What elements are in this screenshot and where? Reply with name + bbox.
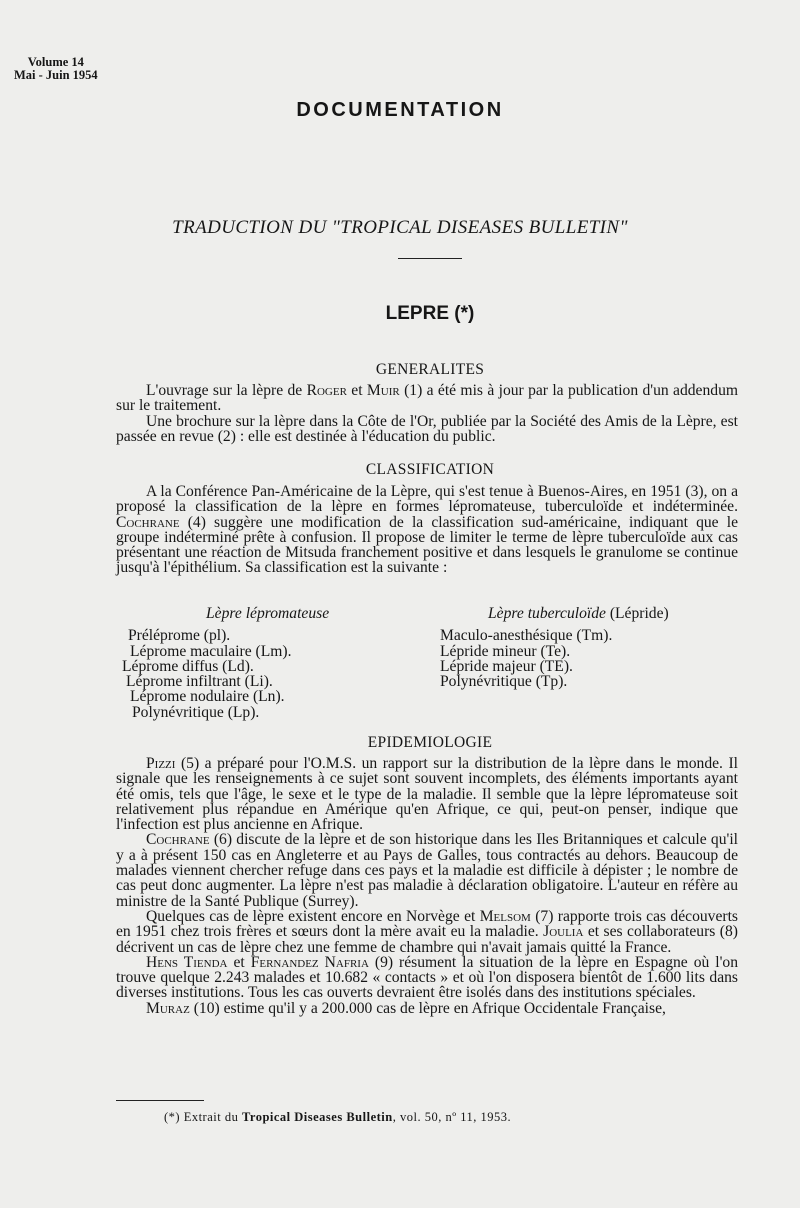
subtitle: TRADUCTION DU "TROPICAL DISEASES BULLETIN" bbox=[172, 217, 628, 238]
author-name: Melsom bbox=[479, 907, 531, 925]
heading-generalites: GENERALITES bbox=[375, 361, 485, 378]
author-name: Roger bbox=[306, 382, 347, 399]
list-item: Polynévritique (Tp). bbox=[440, 673, 568, 691]
author-name: Muir bbox=[366, 382, 400, 399]
list-item: Maculo-anesthésique (Tm). bbox=[440, 627, 613, 645]
section-title: DOCUMENTATION bbox=[296, 99, 504, 121]
journal-name: Tropical Diseases Bulletin bbox=[241, 1110, 393, 1124]
author-name: Joulia bbox=[543, 923, 584, 941]
classification-body bbox=[116, 484, 738, 576]
right-column-heading: Lèpre tuberculoïde (Lépride) bbox=[488, 605, 669, 622]
author-name: Pizzi bbox=[146, 755, 176, 772]
list-item: Léprome nodulaire (Ln). bbox=[130, 688, 285, 706]
list-item: Lépride majeur (TE). bbox=[440, 657, 573, 675]
generalites-paragraph-2: Une brochure sur la lèpre dans la Côte de l'Or, publiée par la Société des Amis de la Lèpre, est passée en revue (2) : elle est destinée à l'éducation du public. bbox=[116, 412, 738, 445]
title-rule bbox=[398, 258, 462, 259]
author-name: Hens Tienda bbox=[146, 953, 228, 971]
epidemiologie-paragraph-3: Quelques cas de lèpre existent encore en Norvège et Melsom (7) rapporte trois cas découverts en 1951 chez trois frères et sœurs dont la mère avait eu la maladie. Joulia et ses collaborateurs (8) décrivent un cas de lèpre chez une femme de chambre qui n'avait jamais quitté la France. bbox=[116, 907, 738, 956]
list-item: Lépride mineur (Te). bbox=[440, 642, 571, 660]
list-item: Léprome maculaire (Lm). bbox=[130, 642, 292, 660]
list-item: Léprome diffus (Ld). bbox=[122, 657, 254, 675]
heading-epidemiologie: EPIDEMIOLOGIE bbox=[367, 734, 493, 751]
author-name: Cochrane bbox=[116, 513, 180, 531]
generalites-paragraph-1: L'ouvrage sur la lèpre de Roger et Muir (1) a été mis à jour par la publication d'un addendum sur le traitement. bbox=[116, 382, 738, 415]
classification-left-column bbox=[120, 606, 329, 720]
epidemiologie-paragraph-4: Hens Tienda et Fernandez Nafria (9) résument la situation de la lèpre en Espagne où l'on trouve quelque 2.243 malades et 10.682 « contacts » et où l'on disposera bientôt de 1.600 lits dans diverses institutions. Tous les cas ouverts devraient être isolés dans des institutions spéciales. bbox=[116, 953, 738, 1002]
list-item: Léprome infiltrant (Li). bbox=[126, 673, 273, 691]
generalites-body bbox=[116, 383, 738, 444]
author-name: Muraz bbox=[146, 999, 190, 1017]
author-name: Fernandez Nafria bbox=[250, 953, 369, 971]
volume-info bbox=[14, 56, 98, 82]
author-name: Cochrane bbox=[146, 831, 210, 849]
epidemiologie-paragraph-1: Pizzi (5) a préparé pour l'O.M.S. un rapport sur la distribution de la lèpre dans le monde. Il signale que les renseignements à ce sujet sont souvent incomplets, des éléments importants ayant été omis, tels que l'âge, le sexe et le type de la maladie. Il semble que la lèpre lépromateuse soit relativement plus répandue en Amérique qu'en Afrique, ce qui, peut-on penser, indique que l'infection est plus ancienne en Afrique. bbox=[116, 755, 738, 834]
epidemiologie-body bbox=[116, 756, 738, 1016]
classification-right-column bbox=[440, 606, 669, 689]
list-item: Prélépromе (pl). bbox=[128, 627, 231, 645]
issue-date: Mai - Juin 1954 bbox=[14, 68, 98, 82]
epidemiologie-paragraph-5: Muraz (10) estime qu'il y a 200.000 cas de lèpre en Afrique Occidentale Française, bbox=[146, 999, 666, 1017]
footnote-rule bbox=[116, 1100, 204, 1101]
list-item: Polynévritique (Lp). bbox=[132, 703, 260, 721]
article-title: LEPRE (*) bbox=[385, 303, 475, 324]
left-column-heading: Lèpre lépromateuse bbox=[206, 605, 330, 622]
epidemiologie-paragraph-2: Cochrane (6) discute de la lèpre et de son historique dans les Iles Britanniques et calcule qu'il y a à présent 150 cas en Angleterre et au Pays de Galles, tous contractés au dehors. Beaucoup de malades viennent chercher refuge dans ces pays et la maladie est difficile à dépister ; le nombre de cas peut donc augmenter. La lèpre n'est pas maladie à déclaration obligatoire. L'auteur en réfère au ministre de la Santé Publique (Surrey). bbox=[116, 831, 738, 910]
footnote: (*) Extrait du Tropical Diseases Bulletin, vol. 50, nº 11, 1953. bbox=[164, 1110, 512, 1124]
classification-paragraph: A la Conférence Pan-Américaine de la Lèpre, qui s'est tenue à Buenos-Aires, en 1951 (3), on a proposé la classification de la lèpre en formes lépromateuse, tuberculoïde et indéterminée. Cochrane (4) suggère une modification de la classification sud-américaine, indiquant que le groupe indéterminé prête à confusion. Il propose de limiter le terme de lèpre tuberculoïde aux cas présentant une réaction de Mitsuda franchement positive et dans lesquels le granulome se continue jusqu'à l'épithélium. Sa classification est la suivante : bbox=[116, 483, 738, 577]
heading-classification: CLASSIFICATION bbox=[365, 461, 495, 478]
volume-label: Volume 14 bbox=[27, 55, 84, 69]
